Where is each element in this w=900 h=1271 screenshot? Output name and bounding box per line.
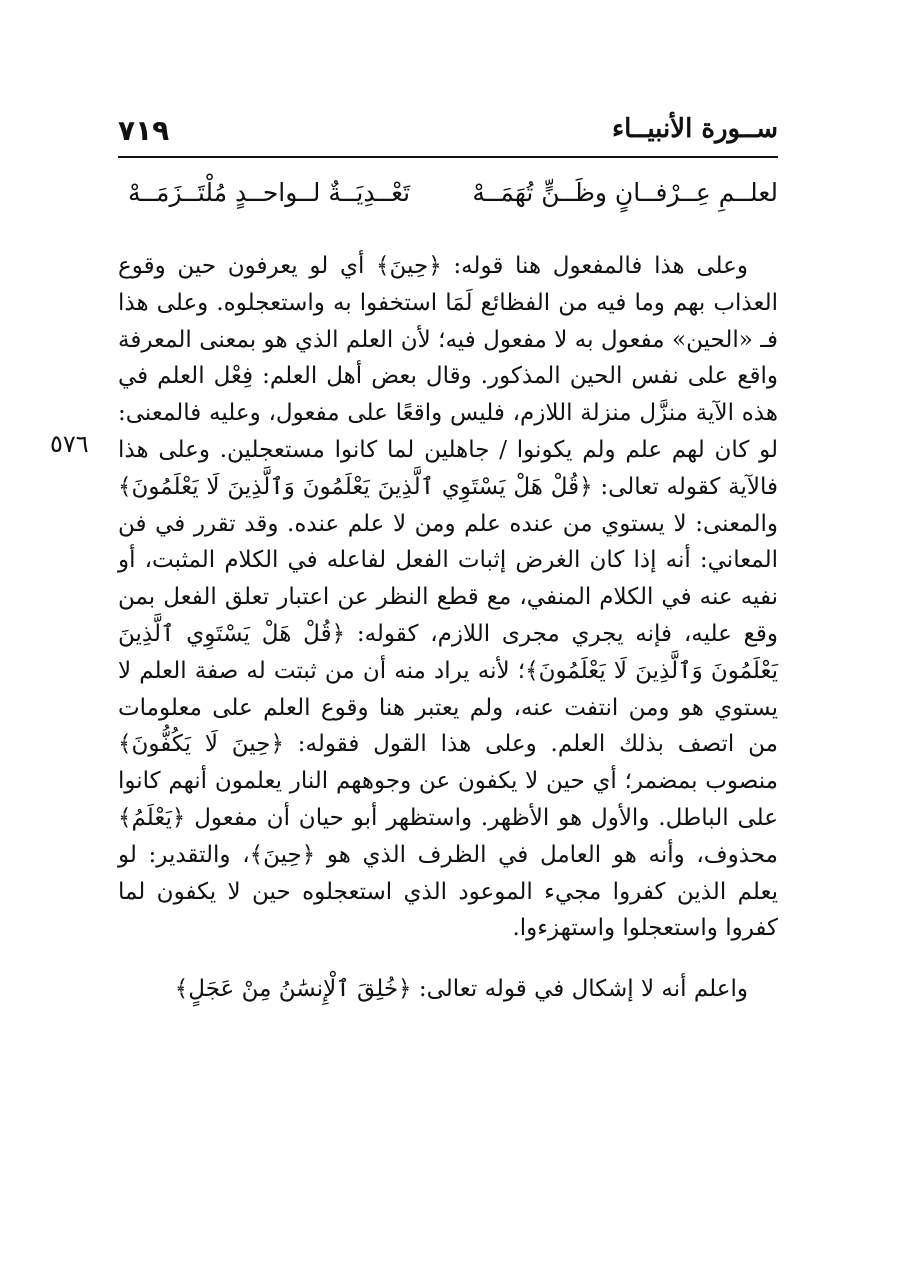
page-header (118, 108, 778, 158)
page-number: ٧١٩ (118, 114, 170, 147)
verse-first-hemistich: لعلــمِ عِــرْفــانٍ وظَــنٍّ تُهَمَــهْ (472, 178, 778, 207)
paragraph: وعلى هذا فالمفعول هنا قوله: ﴿حِينَ﴾ أي لو يعرفون حين وقوع العذاب بهم وما فيه من الفظائع لَمَا استخفوا به واستعجلوه. وعلى هذا فـ «الحين» مفعول به لا مفعول فيه؛ لأن العلم الذي هو بمعنى المعرفة واقع على نفس الحين المذكور. وقال بعض أهل العلم: فِعْل العلم في هذه الآية منزَّل منزلة اللازم، فليس واقعًا على مفعول، وعليه فالمعنى: لو كان لهم علم ولم يكونوا / جاهلين لما كانوا مستعجلين. وعلى هذا فالآية كقوله تعالى: ﴿قُلْ هَلْ يَسْتَوِي ٱلَّذِينَ يَعْلَمُونَ وَٱلَّذِينَ لَا يَعْلَمُونَ﴾ والمعنى: لا يستوي من عنده علم ومن لا علم عنده. وقد تقرر في فن المعاني: أنه إذا كان الغرض إثبات الفعل لفاعله في الكلام المثبت، أو نفيه عنه في الكلام المنفي، مع قطع النظر عن اعتبار تعلق الفعل بمن وقع عليه، فإنه يجري مجرى اللازم، كقوله: ﴿قُلْ هَلْ يَسْتَوِي ٱلَّذِينَ يَعْلَمُونَ وَٱلَّذِينَ لَا يَعْلَمُونَ﴾؛ لأنه يراد منه أن من ثبتت له صفة العلم لا يستوي هو ومن انتفت عنه، ولم يعتبر هنا وقوع العلم على معلومات من اتصف بذلك العلم. وعلى هذا القول فقوله: ﴿حِينَ لَا يَكُفُّونَ﴾ منصوب بمضمر؛ أي حين لا يكفون عن وجوههم النار يعلمون أنهم كانوا على الباطل. والأول هو الأظهر. واستظهر أبو حيان أن مفعول ﴿يَعْلَمُ﴾ محذوف، وأنه هو العامل في الظرف الذي هو ﴿حِينَ﴾، والتقدير: لو يعلم الذين كفروا مجيء الموعود الذي استعجلوه حين لا يكفون لما كفروا واستعجلوا واستهزءوا. (118, 253, 778, 942)
body-text (118, 248, 778, 1008)
verse-second-hemistich: تَعْــدِيَــةٌ لــواحــدٍ مُلْتَــزَمَــهْ (128, 178, 411, 207)
margin-page-reference: ٥٧٦ (50, 430, 89, 458)
paragraph: واعلم أنه لا إشكال في قوله تعالى: ﴿خُلِقَ ٱلْإِنسَٰنُ مِنْ عَجَلٍ﴾ (174, 976, 748, 1003)
surah-title: ســورة الأنبيــاء (611, 114, 778, 144)
poetry-verse (118, 170, 778, 220)
